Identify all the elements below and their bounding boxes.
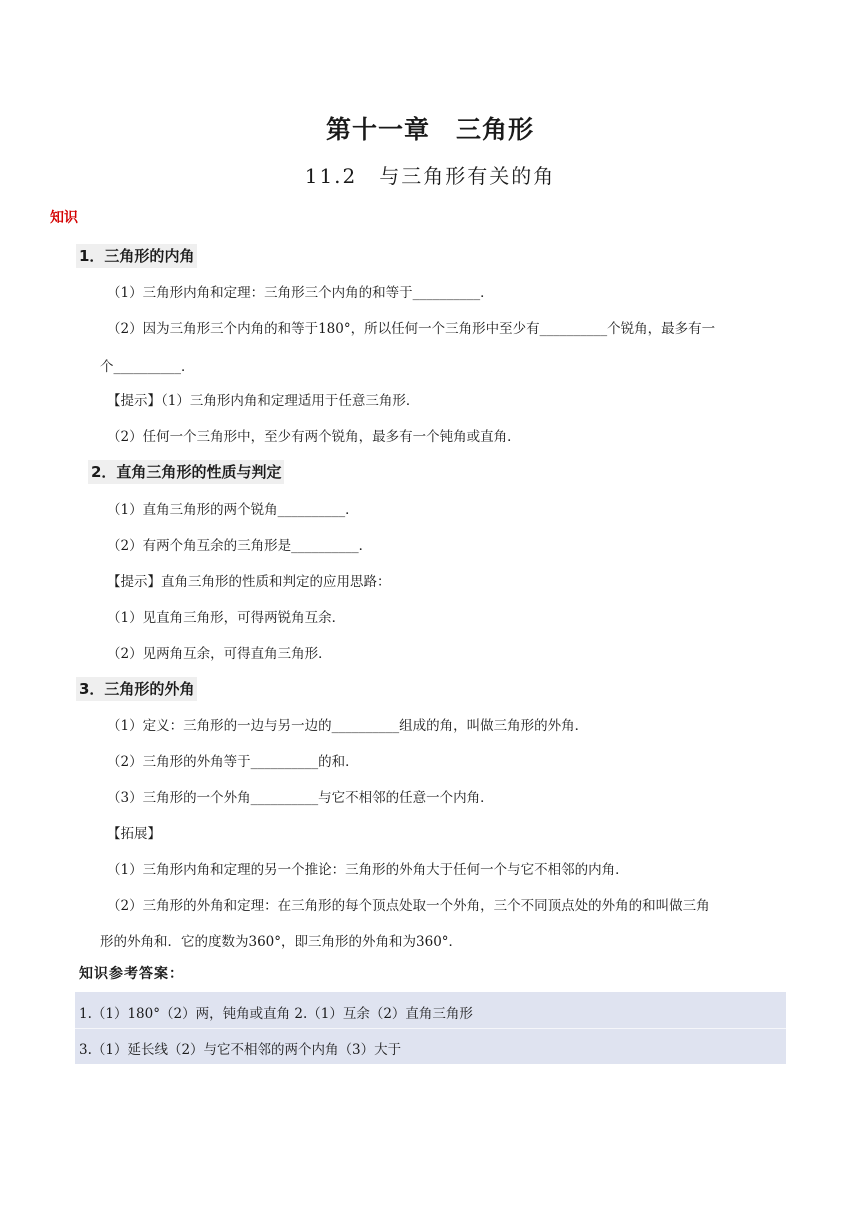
answers-title: 知识参考答案：: [79, 966, 184, 982]
section-1-line-2: （2）因为三角形三个内角的和等于180°，所以任何一个三角形中至少有__________个锐角，最多有一: [107, 321, 716, 337]
section-2-line-2: （2）有两个角互余的三角形是__________．: [107, 538, 373, 554]
section-1-hint: 【提示】（1）三角形内角和定理适用于任意三角形．: [107, 393, 420, 409]
section-2-hint: 【提示】直角三角形的性质和判定的应用思路：: [107, 574, 391, 590]
knowledge-tag: 知识: [50, 210, 78, 226]
section-2-hint-1: （1）见直角三角形，可得两锐角互余．: [107, 610, 346, 626]
section-3-extension-1: （1）三角形内角和定理的另一个推论：三角形的外角大于任何一个与它不相邻的内角．: [107, 862, 629, 878]
section-1-hint-2: （2）任何一个三角形中，至少有两个锐角，最多有一个钝角或直角．: [107, 429, 521, 445]
section-3-line-1: （1）定义：三角形的一边与另一边的__________组成的角，叫做三角形的外角．: [107, 718, 589, 734]
section-1-heading: 1．三角形的内角: [76, 244, 197, 268]
section-1-line-1: （1）三角形内角和定理：三角形三个内角的和等于__________．: [107, 285, 494, 301]
section-3-extension-label: 【拓展】: [107, 826, 161, 842]
section-3-extension-2: （2）三角形的外角和定理：在三角形的每个顶点处取一个外角，三个不同顶点处的外角的和叫做三角: [107, 898, 710, 914]
answer-row-1: 1.（1）180°（2）两，钝角或直角 2.（1）互余（2）直角三角形: [79, 1006, 473, 1022]
section-1-line-3: 个__________．: [100, 359, 195, 375]
section-3-line-3: （3）三角形的一个外角__________与它不相邻的任意一个内角．: [107, 790, 494, 806]
answers-divider: [75, 1028, 786, 1029]
section-title: 11.2 与三角形有关的角: [304, 164, 556, 188]
answer-row-2: 3.（1）延长线（2）与它不相邻的两个内角（3）大于: [79, 1042, 402, 1058]
section-3-heading: 3．三角形的外角: [76, 677, 197, 701]
chapter-title: 第十一章 三角形: [325, 115, 534, 144]
section-2-hint-2: （2）见两角互余，可得直角三角形．: [107, 646, 332, 662]
section-2-line-1: （1）直角三角形的两个锐角__________．: [107, 502, 359, 518]
section-3-extension-2-cont: 形的外角和．它的度数为360°，即三角形的外角和为360°．: [100, 934, 463, 950]
section-3-line-2: （2）三角形的外角等于__________的和．: [107, 754, 359, 770]
section-2-heading: 2．直角三角形的性质与判定: [88, 460, 284, 484]
